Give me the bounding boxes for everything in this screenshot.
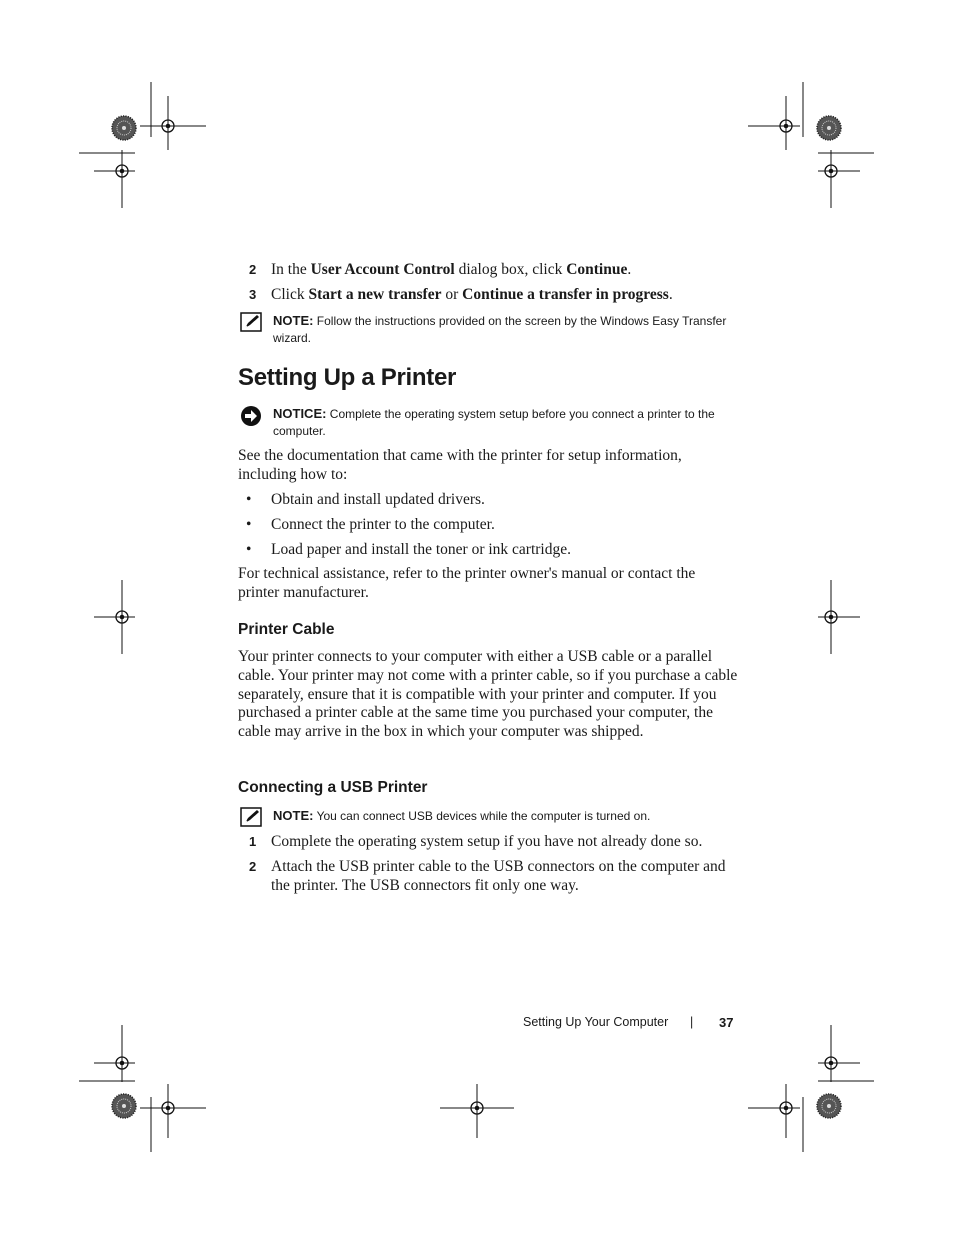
crop-mark-bottom-right xyxy=(748,1025,874,1152)
subsection-heading: Printer Cable xyxy=(238,621,335,638)
notice-text: Complete the operating system setup before you connect a printer to the computer. xyxy=(273,407,715,438)
footer-section-title: Setting Up Your Computer xyxy=(523,1015,669,1029)
assistance-paragraph: For technical assistance, refer to the printer owner's manual or contact the printer manufacturer. xyxy=(238,565,696,601)
step-text: In the User Account Control dialog box, click Continue. xyxy=(271,261,632,278)
crop-mark-bottom-left xyxy=(79,1025,206,1152)
intro-paragraph: See the documentation that came with the printer for setup information, including how to: xyxy=(238,447,682,483)
list-item-text: Obtain and install updated drivers. xyxy=(271,491,485,508)
crop-mark-top-left xyxy=(79,82,206,208)
bullet-marker: • xyxy=(246,516,252,533)
step-text: Complete the operating system setup if you have not already done so. xyxy=(271,833,703,850)
note-label: NOTE: xyxy=(273,808,314,823)
crop-mark-mid-right xyxy=(818,580,860,654)
page-number: 37 xyxy=(719,1015,734,1030)
note-text: Follow the instructions provided on the screen by the Windows Easy Transfer wizard. xyxy=(273,314,727,345)
bullet-marker: • xyxy=(246,541,252,558)
arrow-notice-icon xyxy=(240,405,262,432)
crop-mark-top-right xyxy=(748,82,874,208)
section-title: Setting Up a Printer xyxy=(238,364,457,391)
subsection-heading: Connecting a USB Printer xyxy=(238,779,428,796)
note-label: NOTE: xyxy=(273,313,314,328)
crop-mark-mid-left xyxy=(94,580,135,654)
list-item-text: Load paper and install the toner or ink cartridge. xyxy=(271,541,571,558)
step-number: 3 xyxy=(249,287,257,302)
step-number: 2 xyxy=(249,262,257,277)
pencil-note-icon xyxy=(240,312,262,337)
notice-label: NOTICE: xyxy=(273,406,327,421)
bullet-marker: • xyxy=(246,491,252,508)
step-text: Click Start a new transfer or Continue a transfer in progress. xyxy=(271,286,673,303)
pencil-note-icon xyxy=(240,807,262,832)
crop-mark-bottom-center xyxy=(440,1084,514,1138)
printer-cable-paragraph: Your printer connects to your computer with either a USB cable or a parallel cable. Your printer may not come with a printer cable, so if you purchase a cable separately, ensure that it is compatible with your printer and computer. If you purchased a printer cable at the same time you purchased your computer, the cable may arrive in the box in which your computer was shipped. xyxy=(238,648,738,741)
step-text: Attach the USB printer cable to the USB connectors on the computer and the printer. The USB connectors fit only one way. xyxy=(271,858,726,894)
list-item-text: Connect the printer to the computer. xyxy=(271,516,495,533)
step-number: 2 xyxy=(249,859,257,874)
note-text: You can connect USB devices while the computer is turned on. xyxy=(313,809,651,823)
step-number: 1 xyxy=(249,834,257,849)
footer-separator: | xyxy=(690,1015,694,1029)
